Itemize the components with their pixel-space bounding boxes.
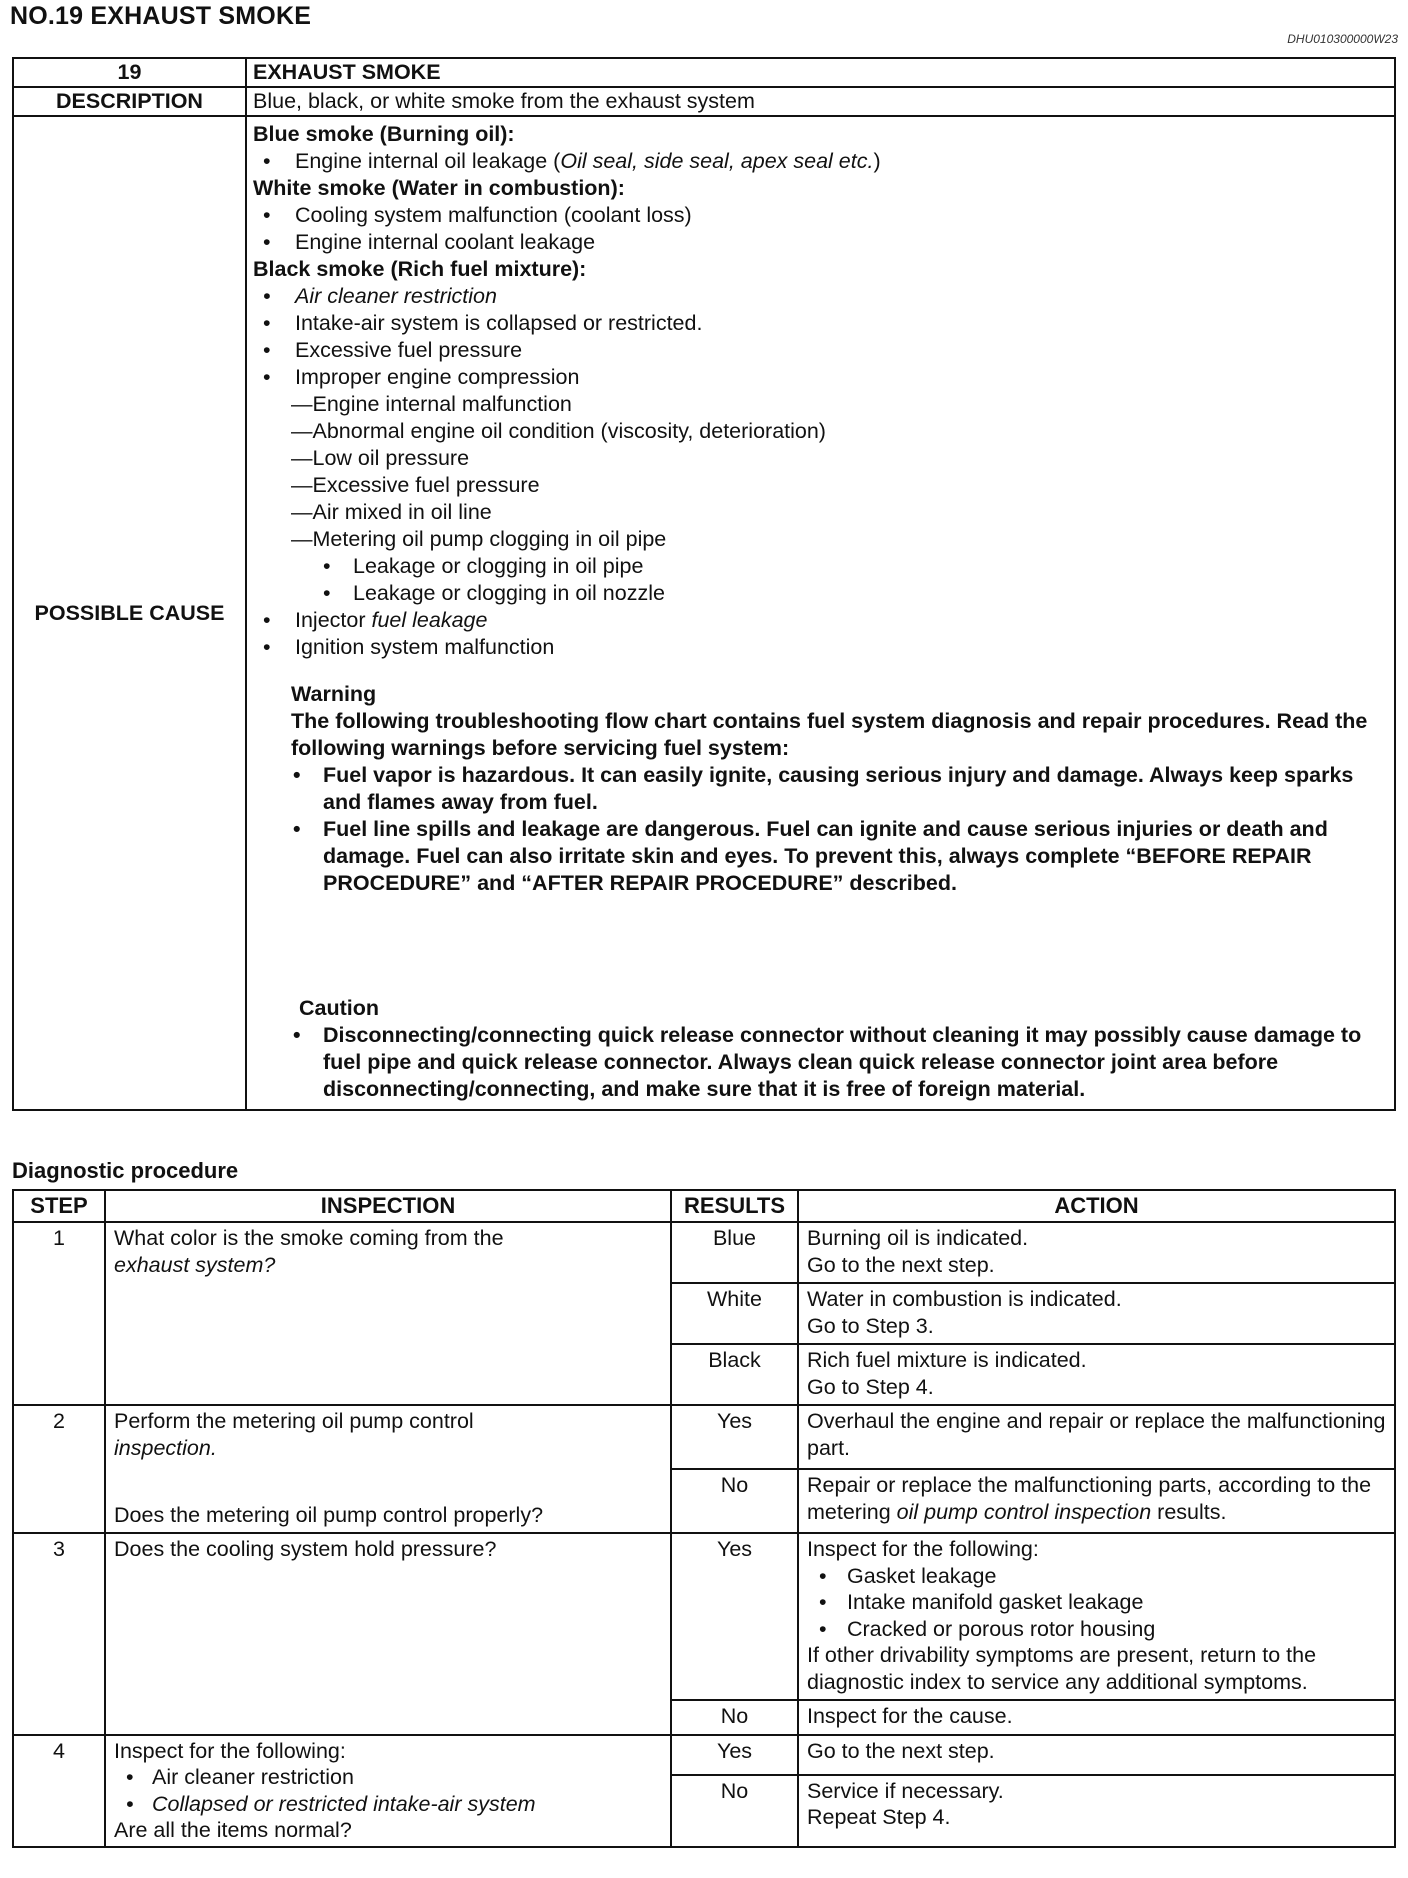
- header-step: STEP: [13, 1190, 105, 1222]
- cause-subsubitem: • Leakage or clogging in oil pipe: [253, 553, 1388, 580]
- step-action: Water in combustion is indicated. Go to Step 3.: [798, 1283, 1395, 1344]
- description-text: Blue, black, or white smoke from the exhaust system: [246, 87, 1395, 116]
- step-result: Yes: [671, 1735, 798, 1775]
- cause-item: • Intake-air system is collapsed or restricted.: [253, 310, 1388, 337]
- step-2-row-yes: [13, 1405, 1395, 1469]
- warning-title: Warning: [291, 682, 377, 706]
- page-title: NO.19 EXHAUST SMOKE: [10, 2, 312, 30]
- step-3-row-yes: [13, 1533, 1395, 1700]
- description-label: DESCRIPTION: [13, 87, 246, 116]
- step-result: Yes: [671, 1405, 798, 1469]
- cause-subitem: — Abnormal engine oil condition (viscosity, deterioration): [253, 418, 1388, 445]
- symptom-table: [12, 57, 1396, 1111]
- warning-intro: The following troubleshooting flow chart contains fuel system diagnosis and repair procedures. Read the following warnings before servicing fuel system:: [291, 709, 1368, 760]
- black-smoke-heading: Black smoke (Rich fuel mixture):: [253, 257, 587, 281]
- step-number: 2: [13, 1405, 105, 1533]
- white-smoke-heading: White smoke (Water in combustion):: [253, 176, 625, 200]
- symptom-header-row: [13, 58, 1395, 87]
- possible-cause-content: [246, 116, 1395, 1110]
- step-result: Black: [671, 1344, 798, 1405]
- cause-item: • Cooling system malfunction (coolant loss): [253, 202, 1388, 229]
- step-action: Go to the next step.: [798, 1735, 1395, 1775]
- step-inspection: Does the cooling system hold pressure?: [105, 1533, 671, 1735]
- symptom-number: 19: [13, 58, 246, 87]
- possible-cause-label: POSSIBLE CAUSE: [13, 116, 246, 1110]
- blue-smoke-heading: Blue smoke (Burning oil):: [253, 122, 515, 146]
- symptom-name: EXHAUST SMOKE: [246, 58, 1395, 87]
- header-action: ACTION: [798, 1190, 1395, 1222]
- step-action: Rich fuel mixture is indicated. Go to Step 4.: [798, 1344, 1395, 1405]
- step-action: Repair or replace the malfunctioning parts, according to the metering oil pump control inspection results.: [798, 1469, 1395, 1533]
- step-number: 3: [13, 1533, 105, 1735]
- step-number: 1: [13, 1222, 105, 1405]
- cause-subitem: — Air mixed in oil line: [253, 499, 1388, 526]
- step-number: 4: [13, 1735, 105, 1847]
- step-result: No: [671, 1700, 798, 1735]
- header-inspection: INSPECTION: [105, 1190, 671, 1222]
- cause-subitem: — Metering oil pump clogging in oil pipe: [253, 526, 1388, 553]
- cause-item: • Air cleaner restriction: [253, 283, 1388, 310]
- step-inspection: Perform the metering oil pump control inspection. Does the metering oil pump control properly?: [105, 1405, 671, 1533]
- cause-item: • Injector fuel leakage: [253, 607, 1388, 634]
- step-inspection: Inspect for the following: • Air cleaner restriction • Collapsed or restricted intake-air system Are all the items normal?: [105, 1735, 671, 1847]
- possible-cause-row: [13, 116, 1395, 1110]
- step-1-row-blue: [13, 1222, 1395, 1283]
- caution-block: [253, 995, 1388, 1103]
- step-result: No: [671, 1775, 798, 1847]
- warning-item: • Fuel line spills and leakage are dangerous. Fuel can ignite and cause serious injuries or death and damage. Fuel can also irritate skin and eyes. To prevent this, always complete “BEFORE REPAIR PROCEDURE” and “AFTER REPAIR PROCEDURE” described.: [291, 816, 1388, 897]
- caution-item: • Disconnecting/connecting quick release connector without cleaning it may possibly cause damage to fuel pipe and quick release connector. Always clean quick release connector joint area before disconnecting/connecting, and make sure that it is free of foreign material.: [291, 1022, 1388, 1103]
- cause-item: • Engine internal oil leakage (Oil seal, side seal, apex seal etc.): [253, 148, 1388, 175]
- step-action: Inspect for the following: • Gasket leakage • Intake manifold gasket leakage • Cracked or porous rotor housing If other drivability symptoms are present, return to the diagnostic index to service any additional symptoms.: [798, 1533, 1395, 1700]
- warning-item: • Fuel vapor is hazardous. It can easily ignite, causing serious injury and damage. Always keep sparks and flames away from fuel.: [291, 762, 1388, 816]
- header-results: RESULTS: [671, 1190, 798, 1222]
- cause-subitem: — Engine internal malfunction: [253, 391, 1388, 418]
- diagnostic-header-row: [13, 1190, 1395, 1222]
- diagnostic-table: [12, 1189, 1396, 1848]
- warning-block: [253, 681, 1388, 897]
- step-action: Overhaul the engine and repair or replace the malfunctioning part.: [798, 1405, 1395, 1469]
- step-result: Yes: [671, 1533, 798, 1700]
- step-result: No: [671, 1469, 798, 1533]
- step-result: Blue: [671, 1222, 798, 1283]
- cause-subsubitem: • Leakage or clogging in oil nozzle: [253, 580, 1388, 607]
- step-inspection: What color is the smoke coming from the exhaust system?: [105, 1222, 671, 1405]
- cause-subitem: — Excessive fuel pressure: [253, 472, 1388, 499]
- step-4-row-yes: [13, 1735, 1395, 1775]
- diagnostic-procedure-title: Diagnostic procedure: [12, 1158, 239, 1183]
- caution-title: Caution: [299, 996, 380, 1020]
- document-code: DHU010300000W23: [1287, 32, 1398, 46]
- step-action: Service if necessary. Repeat Step 4.: [798, 1775, 1395, 1847]
- cause-item: • Ignition system malfunction: [253, 634, 1388, 661]
- description-row: [13, 87, 1395, 116]
- cause-item: • Excessive fuel pressure: [253, 337, 1388, 364]
- cause-item: • Engine internal coolant leakage: [253, 229, 1388, 256]
- cause-item: • Improper engine compression: [253, 364, 1388, 391]
- step-action: Inspect for the cause.: [798, 1700, 1395, 1735]
- cause-subitem: — Low oil pressure: [253, 445, 1388, 472]
- step-action: Burning oil is indicated. Go to the next step.: [798, 1222, 1395, 1283]
- step-result: White: [671, 1283, 798, 1344]
